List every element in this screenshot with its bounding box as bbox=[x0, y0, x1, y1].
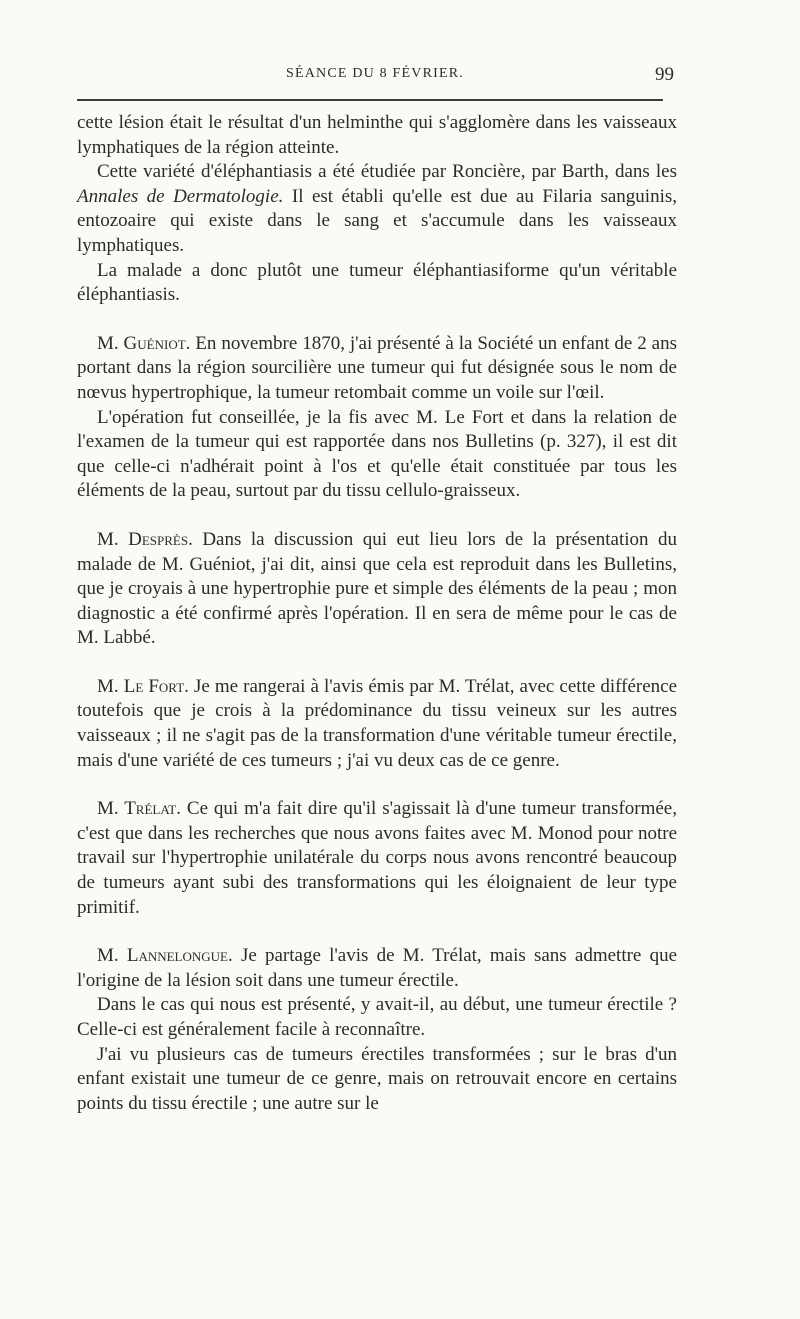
paragraph bbox=[77, 259, 677, 308]
paragraph bbox=[77, 675, 677, 773]
paragraph-text: J'ai vu plusieurs cas de tumeurs érectiles transformées ; sur le bras d'un enfant existait une tumeur de ce genre, mais on retrouvait encore en certains points du tissu érectile ; une autre sur le bbox=[77, 1043, 677, 1114]
paragraph bbox=[77, 993, 677, 1042]
paragraph-text: Je partage l'avis de M. Trélat, mais sans admettre que l'origine de la lésion soit dans une tumeur érectile. bbox=[77, 945, 677, 991]
speaker-name: M. Le Fort. bbox=[97, 675, 189, 697]
paragraph-text: Ce qui m'a fait dire qu'il s'agissait là d'une tumeur transformée, c'est que dans les recherches que nous avons faites avec M. Monod pour notre travail sur l'hypertrophie unilatérale du corps nous avons rencontré beaucoup de tumeurs ayant subi des transformations qui les éloignaient de leur type primitif. bbox=[77, 798, 677, 918]
paragraph-text: cette lésion était le résultat d'un helminthe qui s'agglomère dans les vaisseaux lymphatiques de la région atteinte. bbox=[77, 112, 677, 158]
running-title: SÉANCE DU 8 FÉVRIER. bbox=[285, 66, 464, 81]
paragraph bbox=[77, 797, 677, 920]
speaker-name: M. Lannelongue. bbox=[97, 945, 233, 967]
paragraph bbox=[77, 111, 677, 160]
header-rule bbox=[77, 99, 663, 101]
page-number: 99 bbox=[655, 64, 674, 85]
paragraph-text: L'opération fut conseillée, je la fis avec M. Le Fort et dans la relation de l'examen de la tumeur qui est rapportée dans nos Bulletins (p. 327), il est dit que celle-ci n'adhérait point à l'os et qu'elle était constituée par tous les éléments de la peau, surtout par du tissu cellulo-graisseux. bbox=[77, 406, 677, 502]
paragraph-text: Cette variété d'éléphantiasis a été étudiée par Roncière, par Barth, dans les bbox=[97, 161, 677, 183]
speaker-name: M. Desprès. bbox=[97, 528, 193, 550]
paragraph bbox=[77, 528, 677, 651]
paragraph bbox=[77, 406, 677, 504]
paragraph-text: Dans la discussion qui eut lieu lors de la présentation du malade de M. Guéniot, j'ai dit, ainsi que cela est reproduit dans les Bulletins, que je croyais à une hypertrophie pure et simple des éléments de la peau ; mon diagnostic a été confirmé après l'opération. Il en sera de même pour le cas de M. Labbé. bbox=[77, 528, 678, 649]
journal-title: Annales de Dermatologie. bbox=[77, 185, 284, 207]
paragraph-text: Il est établi qu'elle est due au Filaria sanguinis, entozoaire qui existe dans le sang et s'accumule dans les vaisseaux lymphatiques. bbox=[77, 185, 678, 256]
paragraph-text: En novembre 1870, j'ai présenté à la Société un enfant de 2 ans portant dans la région sourcilière une tumeur qui fut désignée sous le nom de nœvus hypertrophique, la tumeur retombait comme un voile sur l'œil. bbox=[77, 332, 678, 403]
paragraph-text: La malade a donc plutôt une tumeur éléphantiasiforme qu'un véritable éléphantiasis. bbox=[77, 259, 677, 306]
body-text bbox=[77, 111, 677, 1116]
speaker-name: M. Guéniot. bbox=[97, 332, 191, 354]
paragraph bbox=[77, 1043, 677, 1117]
paragraph-text: Je me rangerai à l'avis émis par M. Trélat, avec cette différence toutefois que je crois à la prédominance du tissu veineux sur les autres vaisseaux ; il ne s'agit pas de la transformation d'une véritable tumeur érectile, mais d'une variété de ces tumeurs ; j'ai vu deux cas de ce genre. bbox=[77, 675, 678, 771]
speaker-name: M. Trélat. bbox=[97, 798, 182, 820]
paragraph bbox=[77, 944, 677, 993]
paragraph-text: Dans le cas qui nous est présenté, y avait-il, au début, une tumeur érectile ? Celle-ci est généralement facile à reconnaître. bbox=[77, 994, 677, 1040]
running-head bbox=[76, 64, 674, 86]
paragraph bbox=[77, 160, 677, 258]
paragraph bbox=[77, 332, 677, 406]
